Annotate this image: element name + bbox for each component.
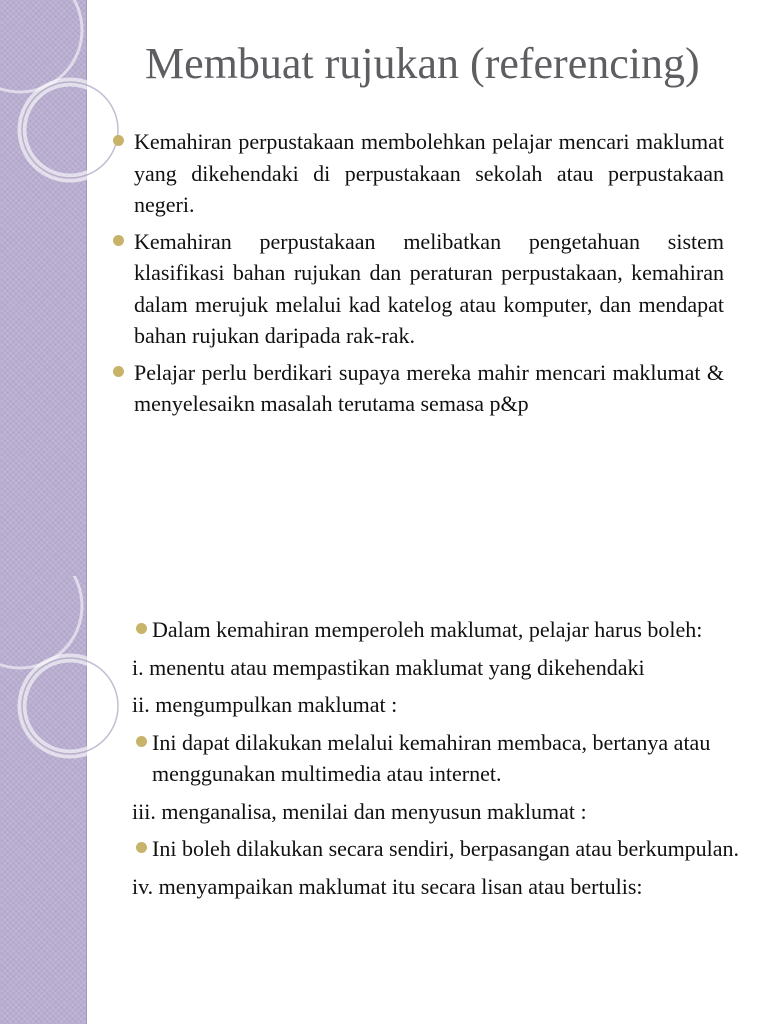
list-item	[110, 126, 724, 221]
bullet-list	[110, 126, 724, 425]
bullet-text: Ini boleh dilakukan secara sendiri, berpasangan atau berkumpulan.	[152, 836, 740, 861]
list-item	[132, 871, 752, 903]
slide-content	[132, 614, 752, 908]
list-item	[132, 796, 752, 828]
list-item	[110, 226, 724, 352]
bullet-text: Dalam kemahiran memperoleh maklumat, pelajar harus boleh:	[152, 617, 703, 642]
bullet-icon	[113, 135, 124, 146]
slide-2	[0, 576, 768, 1024]
item-text: i. menentu atau mempastikan maklumat yang dikehendaki	[132, 654, 645, 680]
list-item	[132, 689, 752, 721]
list-item	[132, 652, 752, 684]
bullet-icon	[136, 842, 147, 853]
bullet-text: Pelajar perlu berdikari supaya mereka mahir mencari maklumat & menyelesaikn masalah terutama semasa p&p	[134, 359, 724, 416]
list-item	[132, 833, 752, 865]
list-item	[132, 614, 752, 646]
bullet-icon	[113, 366, 124, 377]
bullet-icon	[136, 736, 147, 747]
bullet-text: Kemahiran perpustakaan melibatkan pengetahuan sistem klasifikasi bahan rujukan dan peraturan perpustakaan, kemahiran dalam merujuk melalui kad katelog atau komputer, dan mendapat bahan rujukan daripada rak-rak.	[134, 228, 724, 348]
bullet-text: Ini dapat dilakukan melalui kemahiran membaca, bertanya atau menggunakan multimedia atau internet.	[152, 729, 711, 786]
list-item	[132, 727, 752, 790]
item-text: iii. menganalisa, menilai dan menyusun maklumat :	[132, 798, 587, 824]
bullet-icon	[136, 623, 147, 634]
item-text: iv. menyampaikan maklumat itu secara lisan atau bertulis:	[132, 873, 643, 899]
slide-title: Membuat rujukan (referencing)	[145, 39, 700, 88]
list-item	[110, 357, 724, 420]
item-text: ii. mengumpulkan maklumat :	[132, 692, 398, 717]
bullet-icon	[113, 235, 124, 246]
bullet-text: Kemahiran perpustakaan membolehkan pelajar mencari maklumat yang dikehendaki di perpustakaan sekolah atau perpustakaan negeri.	[134, 129, 724, 217]
